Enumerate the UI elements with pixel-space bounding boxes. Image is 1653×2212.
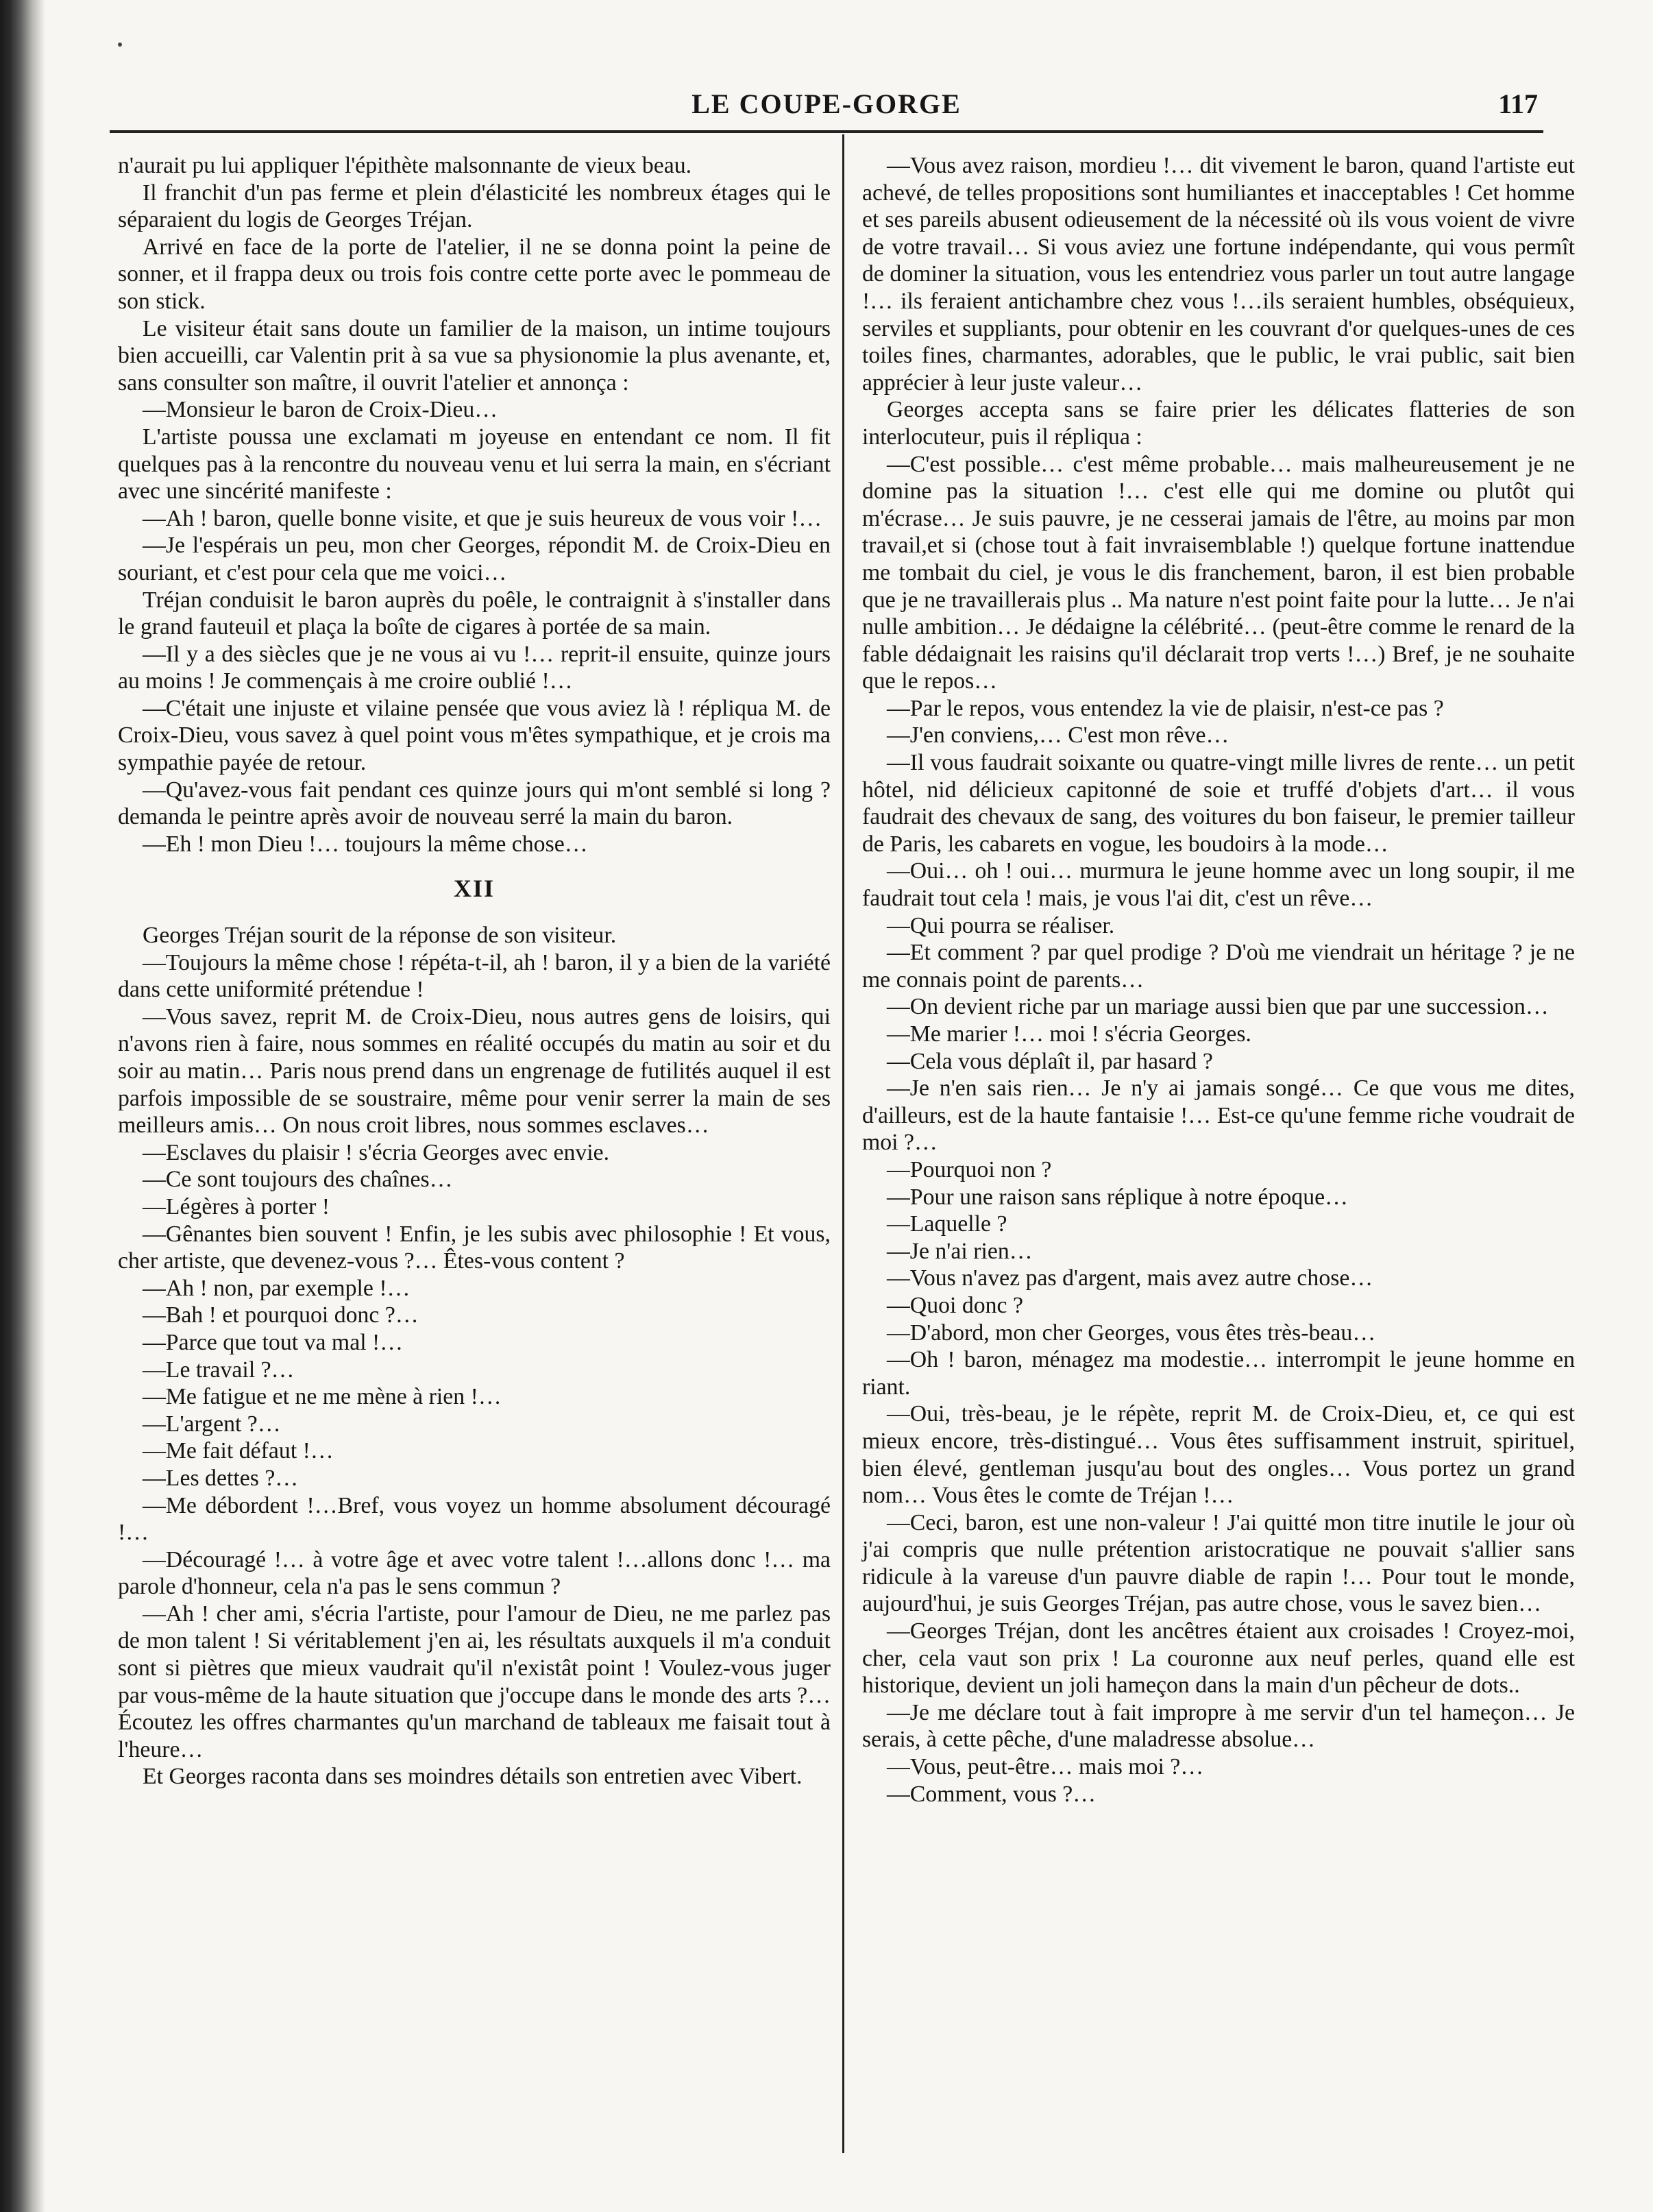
paragraph: —Qu'avez-vous fait pendant ces quinze jours qui m'ont semblé si long ? demanda le peintre après avoir de nouveau serré la main du baron. bbox=[118, 777, 831, 830]
paragraph: —Il vous faudrait soixante ou quatre-vingt mille livres de rente… un petit hôtel, nid délicieux capitonné de soie et truffé d'objets d'art… il vous faudrait des chevaux de sang, des voitures du bon faiseur, le premier tailleur de Paris, les cabarets en vogue, les boudoirs à la mode… bbox=[862, 750, 1575, 857]
paragraph: —Je l'espérais un peu, mon cher Georges, répondit M. de Croix-Dieu en souriant, et c'est pour cela que me voici… bbox=[118, 533, 831, 585]
paragraph: —Il y a des siècles que je ne vous ai vu !… reprit-il ensuite, quinze jours au moins ! Je commençais à me croire oublié !… bbox=[118, 641, 831, 694]
paper-speck bbox=[118, 42, 122, 47]
paragraph: n'aurait pu lui appliquer l'épithète malsonnante de vieux beau. bbox=[118, 153, 692, 178]
paragraph: —Ah ! cher ami, s'écria l'artiste, pour l'amour de Dieu, ne me parlez pas de mon talent ! Si véritablement j'en ai, les résultats auxquels il m'a conduit sont si piètres que mieux vaudrait qu'il n'existât point ! Voulez-vous juger par vous-même de la haute situation que j'occupe dans le monde des arts ?… Écoutez les offres charmantes qu'un marchand de tableaux me faisait tout à l'heure… bbox=[118, 1601, 831, 1762]
paragraph: —Vous savez, reprit M. de Croix-Dieu, nous autres gens de loisirs, qui n'avons rien à faire, nous sommes en réalité occupés du matin au soir et du soir au matin… Paris nous prend dans un engrenage de futilités auquel il est parfois impossible de se soustraire, même pour venir serrer la main de ses meilleurs amis… On nous croit libres, nous sommes esclaves… bbox=[118, 1004, 831, 1139]
paragraph: —Et comment ? par quel prodige ? D'où me viendrait un héritage ? je ne me connais point de parents… bbox=[862, 940, 1575, 993]
paragraph: —Toujours la même chose ! répéta-t-il, ah ! baron, il y a bien de la variété dans cette uniformité prétendue ! bbox=[118, 949, 831, 1003]
paragraph: —Me fatigue et ne me mène à rien !… bbox=[143, 1384, 502, 1410]
running-title: LE COUPE-GORGE bbox=[691, 88, 962, 119]
paragraph: Georges Tréjan sourit de la réponse de son visiteur. bbox=[143, 923, 617, 949]
left-column bbox=[118, 152, 831, 1790]
paragraph: —Découragé !… à votre âge et avec votre talent !…allons donc !… ma parole d'honneur, cela n'a pas le sens commun ? bbox=[118, 1546, 831, 1600]
paragraph: —Quoi donc ? bbox=[887, 1292, 1023, 1318]
paragraph: Il franchit d'un pas ferme et plein d'élasticité les nombreux étages qui le séparaient du logis de Georges Tréjan. bbox=[118, 180, 831, 233]
paragraph: —Laquelle ? bbox=[887, 1211, 1007, 1237]
paragraph: —Oh ! baron, ménagez ma modestie… interrompit le jeune homme en riant. bbox=[862, 1347, 1575, 1400]
paragraph: —Je me déclare tout à fait impropre à me servir d'un tel hameçon… Je serais, à cette pêche, d'une maladresse absolue… bbox=[862, 1699, 1575, 1753]
right-column bbox=[862, 152, 1575, 1808]
paragraph: —Georges Tréjan, dont les ancêtres étaient aux croisades ! Croyez-moi, cher, cela vaut son prix ! La couronne aux neuf perles, quand elle est historique, devient un joli hameçon dans la main d'un pêcheur de dots.. bbox=[862, 1618, 1575, 1699]
paragraph: —D'abord, mon cher Georges, vous êtes très-beau… bbox=[887, 1320, 1376, 1346]
paragraph: —Qui pourra se réaliser. bbox=[887, 912, 1115, 938]
paragraph: —C'était une injuste et vilaine pensée que vous aviez là ! répliqua M. de Croix-Dieu, vous savez à quel point vous m'êtes sympathique, et je crois ma sympathie payée de retour. bbox=[118, 695, 831, 776]
paragraph: —Vous, peut-être… mais moi ?… bbox=[887, 1754, 1204, 1780]
column-divider bbox=[842, 134, 844, 2153]
paragraph: —Oui, très-beau, je le répète, reprit M. de Croix-Dieu, et, ce qui est mieux encore, très-distingué… Vous êtes suffisamment instruit, spirituel, bien élevé, gentleman jusqu'au bout des ongles… Vous portez un grand nom… Vous êtes le comte de Tréjan !… bbox=[862, 1401, 1575, 1509]
paragraph: —Cela vous déplaît il, par hasard ? bbox=[887, 1048, 1213, 1074]
page-header bbox=[110, 82, 1543, 133]
paragraph: —J'en conviens,… C'est mon rêve… bbox=[887, 722, 1229, 749]
paragraph: L'artiste poussa une exclamati m joyeuse en entendant ce nom. Il fit quelques pas à la rencontre du nouveau venu et lui serra la main, en s'écriant avec une sincérité manifeste : bbox=[118, 424, 831, 505]
paragraph: —Ah ! baron, quelle bonne visite, et que je suis heureux de vous voir !… bbox=[143, 505, 822, 531]
paragraph: —Vous n'avez pas d'argent, mais avez autre chose… bbox=[887, 1265, 1373, 1291]
paragraph: —Monsieur le baron de Croix-Dieu… bbox=[143, 397, 498, 423]
paragraph: Arrivé en face de la porte de l'atelier, il ne se donna point la peine de sonner, et il frappa deux ou trois fois contre cette porte avec le pommeau de son stick. bbox=[118, 234, 831, 314]
paragraph: —Pourquoi non ? bbox=[887, 1156, 1052, 1182]
paragraph: —Le travail ?… bbox=[143, 1357, 295, 1383]
paragraph: —Comment, vous ?… bbox=[887, 1781, 1097, 1807]
paragraph: Tréjan conduisit le baron auprès du poêle, le contraignit à s'installer dans le grand fauteuil et plaça la boîte de cigares à portée de sa main. bbox=[118, 587, 831, 640]
paragraph: Le visiteur était sans doute un familier de la maison, un intime toujours bien accueilli, car Valentin prit à sa vue sa physionomie la plus avenante, et, sans consulter son maître, il ouvrit l'atelier et annonça : bbox=[118, 315, 831, 396]
paragraph: Georges accepta sans se faire prier les délicates flatteries de son interlocuteur, puis il répliqua : bbox=[862, 397, 1575, 450]
paragraph: —Esclaves du plaisir ! s'écria Georges avec envie. bbox=[143, 1139, 610, 1165]
paragraph: —Bah ! et pourquoi donc ?… bbox=[143, 1302, 419, 1328]
page-number: 117 bbox=[1498, 88, 1538, 119]
paragraph: —Vous avez raison, mordieu !… dit vivement le baron, quand l'artiste eut achevé, de telles propositions sont humiliantes et inacceptables ! Cet homme et ses pareils abusent odieusement de la nécessité où ils vous voient de vivre de votre travail… Si vous aviez une fortune indépendante, qui vous permît de dominer la situation, vous les entendriez vous parler un tout autre langage !… ils feraient antichambre chez vous !…ils seraient humbles, obséquieux, serviles et suppliants, pour obtenir en les couvrant d'or quelques-unes de ces toiles fines, charmantes, adorables, que le public, le vrai public, sait bien apprécier à leur juste valeur… bbox=[862, 153, 1575, 396]
paragraph: —Me débordent !…Bref, vous voyez un homme absolument découragé !… bbox=[118, 1492, 831, 1546]
paragraph: —Gênantes bien souvent ! Enfin, je les subis avec philosophie ! Et vous, cher artiste, que devenez-vous ?… Êtes-vous content ? bbox=[118, 1221, 831, 1274]
paragraph: —Oui… oh ! oui… murmura le jeune homme avec un long soupir, il me faudrait tout cela ! mais, je vous l'ai dit, c'est un rêve… bbox=[862, 858, 1575, 912]
paragraph: —Je n'en sais rien… Je n'y ai jamais songé… Ce que vous me dites, d'ailleurs, est de la haute fantaisie !… Est-ce qu'une femme riche voudrait de moi ?… bbox=[862, 1075, 1575, 1156]
paragraph: Et Georges raconta dans ses moindres détails son entretien avec Vibert. bbox=[143, 1764, 803, 1790]
paragraph: —Légères à porter ! bbox=[143, 1193, 330, 1219]
book-binding-shadow bbox=[0, 0, 45, 2212]
paragraph: —Ceci, baron, est une non-valeur ! J'ai quitté mon titre inutile le jour où j'ai compris que nulle prétention aristocratique ne pouvait s'allier sans ridicule à la vareuse d'un pauvre diable de rapin !… Pour tout le monde, aujourd'hui, je suis Georges Tréjan, pas autre chose, vous le savez bien… bbox=[862, 1509, 1575, 1617]
paragraph: —Les dettes ?… bbox=[143, 1465, 299, 1491]
paragraph: —Je n'ai rien… bbox=[887, 1238, 1033, 1264]
paragraph: —Eh ! mon Dieu !… toujours la même chose… bbox=[143, 831, 588, 857]
paragraph: —Par le repos, vous entendez la vie de plaisir, n'est-ce pas ? bbox=[887, 695, 1444, 721]
paragraph: —On devient riche par un mariage aussi bien que par une succession… bbox=[887, 994, 1549, 1020]
paragraph: —C'est possible… c'est même probable… mais malheureusement je ne domine pas la situation !… c'est elle qui me domine ou plutôt qui m'écrase… Je suis pauvre, je ne cesserai jamais de l'être, au moins par mon travail,et si (chose tout à fait invraisemblable !) quelque fortune inattendue me tombait du ciel, je vous le dis franchement, baron, il est bien probable que je ne travaillerais plus .. Ma nature n'est point faite pour la lutte… Je n'ai nulle ambition… Je dédaigne la célébrité… (peut-être comme le renard de la fable dédaignait les raisins qu'il déclarait trop verts !…) Bref, je ne souhaite que le repos… bbox=[862, 451, 1575, 694]
paragraph: —L'argent ?… bbox=[143, 1411, 281, 1437]
paragraph: —Parce que tout va mal !… bbox=[143, 1329, 404, 1355]
paragraph: —Ce sont toujours des chaînes… bbox=[143, 1167, 453, 1193]
paragraph: —Me fait défaut !… bbox=[143, 1438, 334, 1464]
paragraph: —Me marier !… moi ! s'écria Georges. bbox=[887, 1021, 1251, 1047]
chapter-heading: XII bbox=[453, 875, 495, 903]
paragraph: —Ah ! non, par exemple !… bbox=[143, 1275, 411, 1301]
paragraph: —Pour une raison sans réplique à notre époque… bbox=[887, 1184, 1348, 1210]
